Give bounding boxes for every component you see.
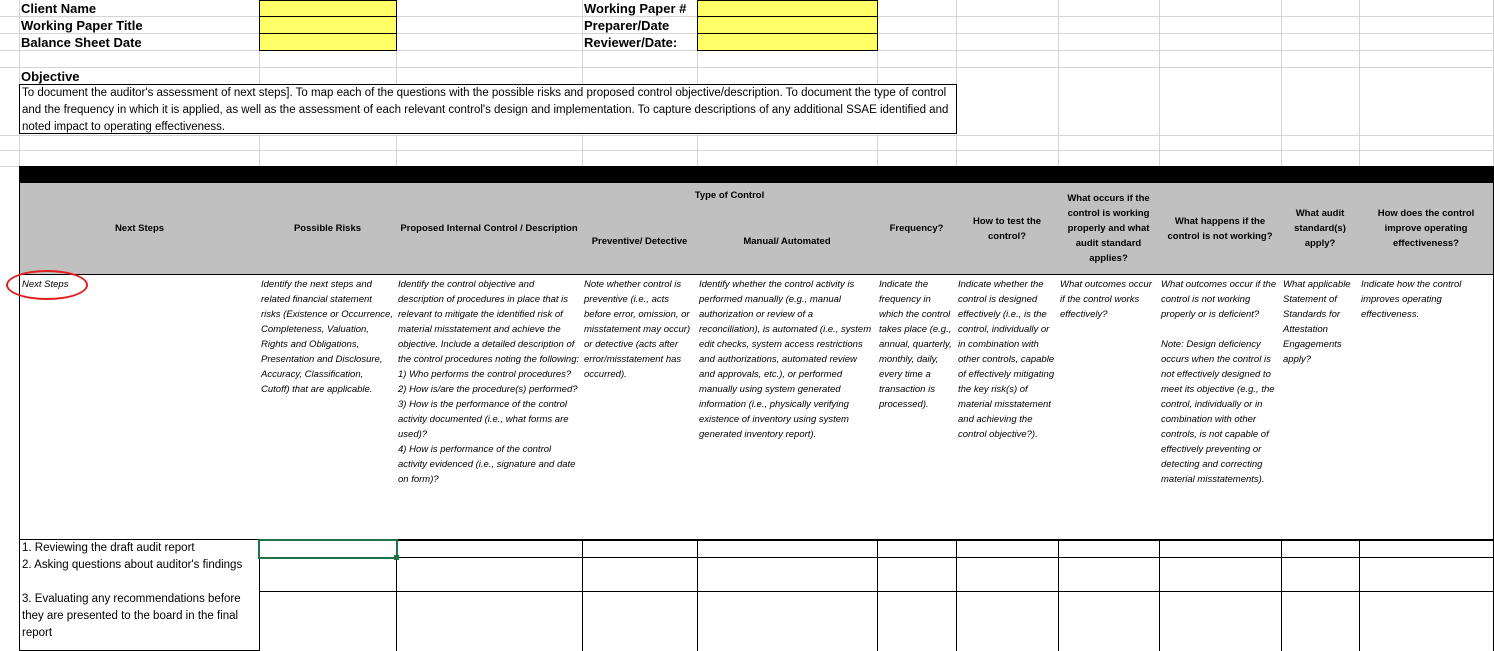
desc-possible-risks[interactable]: Identify the next steps and related financial statement risks (Existence or Occurrence, Completeness, Valuation, Rights and Obligations, Presentation and Disclosure, Accuracy, Classification, Cutoff) that are applicable. (259, 275, 397, 540)
reviewer-date-input[interactable] (697, 33, 878, 51)
working-paper-number-label: Working Paper # (584, 1, 687, 16)
balance-sheet-date-label: Balance Sheet Date (21, 35, 142, 50)
desc-preventive-detective[interactable]: Note whether control is preventive (i.e., acts before error, omission, or misstatement may occur) or detective (acts after error/misstatement has occurred). (582, 275, 698, 540)
fill-handle[interactable] (394, 555, 399, 560)
preparer-date-label: Preparer/Date (584, 18, 670, 33)
header-control-working: What occurs if the control is working properly and what audit standard applies? (1058, 183, 1160, 275)
client-name-label: Client Name (21, 1, 97, 16)
header-how-to-test: How to test the control? (956, 183, 1059, 275)
header-operating-effectiveness: How does the control improve operating effectiveness? (1359, 183, 1494, 275)
objective-text: To document the auditor's assessment of next steps]. To map each of the questions with the possible risks and proposed control objective/description. To document the type of control and the frequency in which it is applied, as well as the assessment of each relevant control's design and implementation. To capture descriptions of any additional SSAE identified and noted impact to operating effectiveness. (19, 84, 957, 134)
header-possible-risks: Possible Risks (259, 183, 397, 275)
desc-next-steps[interactable]: Next Steps (19, 275, 260, 540)
working-paper-number-input[interactable] (697, 0, 878, 17)
balance-sheet-date-input[interactable] (259, 33, 397, 51)
active-cell-selection[interactable] (259, 540, 397, 558)
desc-frequency[interactable]: Indicate the frequency in which the control takes place (e.g., annual, quarterly, monthly, daily, every time a transaction is processed). (877, 275, 957, 540)
step-row[interactable]: 2. Asking questions about auditor's findings (19, 557, 260, 592)
desc-audit-standard[interactable]: What applicable Statement of Standards for Attestation Engagements apply? (1281, 275, 1360, 540)
header-control-not-working: What happens if the control is not working? (1159, 183, 1282, 275)
client-name-input[interactable] (259, 0, 397, 17)
reviewer-date-label: Reviewer/Date: (584, 35, 678, 50)
objective-title: Objective (21, 69, 80, 84)
desc-operating-effectiveness[interactable]: Indicate how the control improves operating effectiveness. (1359, 275, 1494, 540)
preparer-date-input[interactable] (697, 16, 878, 34)
header-proposed-control: Proposed Internal Control / Description (396, 183, 583, 275)
desc-proposed-control[interactable]: Identify the control objective and description of procedures in place that is relevant to mitigate the identified risk of material misstatement and achieve the objective. Include a detailed description of the control procedures noting the following: 1) Who performs the control procedures? 2) How is/are the procedure(s) performed? 3) How is the performance of the control activity documented (i.e., what forms are used)? 4) How is performance of the control activity evidenced (i.e., signature and date on form)? (396, 275, 583, 540)
header-audit-standard: What audit standard(s) apply? (1281, 183, 1360, 275)
header-type-of-control: Type of Control (582, 183, 878, 209)
desc-control-working[interactable]: What outcomes occur if the control works effectively? (1058, 275, 1160, 540)
section-divider-bar (19, 166, 1494, 183)
header-preventive-detective: Preventive/ Detective (582, 208, 698, 275)
annotation-circle (6, 270, 88, 300)
working-paper-title-input[interactable] (259, 16, 397, 34)
header-next-steps: Next Steps (19, 183, 260, 275)
desc-how-to-test[interactable]: Indicate whether the control is designed effectively (i.e., is the control, individually or in combination with other controls, capable of effectively mitigating the key risk(s) of material misstatement and achieving the control objective?). (956, 275, 1059, 540)
desc-manual-automated[interactable]: Identify whether the control activity is performed manually (e.g., manual authorization or review of a reconciliation), is automated (i.e., system edit checks, system access restrictions and authorizations, automated review and approvals, etc.), or performed manually using system generated information (i.e., physically verifying existence of inventory using system generated inventory report). (697, 275, 878, 540)
header-frequency: Frequency? (877, 183, 957, 275)
desc-control-not-working[interactable]: What outcomes occur if the control is not working properly or is deficient? Note: Design deficiency occurs when the control is not effectively designed to meet its objective (e.g., the control, individually or in combination with other controls, is not capable of effectively preventing or detecting and correcting material misstatements). (1159, 275, 1282, 540)
working-paper-title-label: Working Paper Title (21, 18, 143, 33)
header-manual-automated: Manual/ Automated (697, 208, 878, 275)
step-row[interactable]: 3. Evaluating any recommendations before they are presented to the board in the final report (19, 591, 260, 651)
step-row[interactable]: 1. Reviewing the draft audit report (19, 540, 260, 558)
